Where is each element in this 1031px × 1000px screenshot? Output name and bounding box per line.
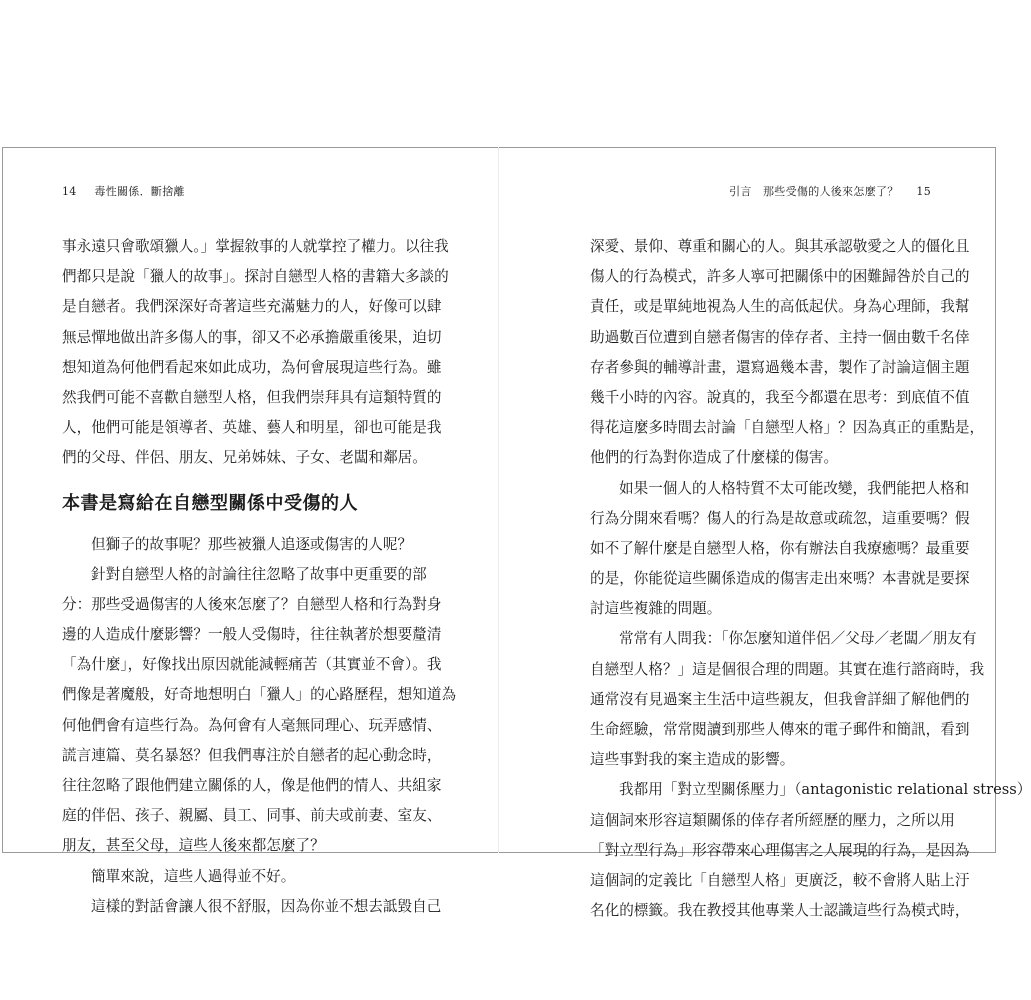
body-line: 謊言連篇、莫名暴怒？但我們專注於自戀者的起心動念時， — [62, 746, 442, 764]
body-line: 針對自戀型人格的討論往往忽略了故事中更重要的部 — [91, 565, 427, 583]
body-line: 幾千小時的內容。說真的，我至今都還在思考：到底值不值 — [590, 388, 970, 406]
body-line: 行為分開來看嗎？傷人的行為是故意或疏忽，這重要嗎？假 — [590, 509, 970, 527]
left-running-title: 毒性關係．斷捨離 — [94, 185, 185, 198]
body-line: 這個詞的定義比「自戀型人格」更廣泛，較不會將人貼上汙 — [590, 871, 970, 889]
body-line: 庭的伴侶、孩子、親屬、員工、同事、前夫或前妻、室友、 — [62, 807, 442, 825]
body-line: 通常沒有見過案主生活中這些親友，但我會詳細了解他們的 — [590, 690, 970, 708]
body-line: 的是，你能從這些關係造成的傷害走出來嗎？本書就是要探 — [590, 570, 970, 588]
body-line: 分：那些受過傷害的人後來怎麼了？自戀型人格和行為對身 — [62, 595, 442, 613]
body-line: 這個詞來形容這類關係的倖存者所經歷的壓力，之所以用 — [590, 811, 955, 829]
body-line: 無忌憚地做出許多傷人的事，卻又不必承擔嚴重後果，迫切 — [62, 328, 442, 346]
body-line: 這樣的對話會讓人很不舒服，因為你並不想去詆毀自己 — [91, 897, 442, 915]
body-line: 如果一個人的人格特質不太可能改變，我們能把人格和 — [619, 479, 970, 497]
body-line: 但獅子的故事呢？那些被獵人追逐或傷害的人呢？ — [91, 535, 413, 553]
body-line: 深愛、景仰、尊重和關心的人。與其承認敬愛之人的僵化且 — [590, 238, 970, 255]
body-line: 事永遠只會歌頌獵人。」掌握敘事的人就掌控了權力。以往我 — [62, 238, 449, 255]
body-line: 傷人的行為模式，許多人寧可把關係中的困難歸咎於自己的 — [590, 268, 970, 286]
right-running-title: 引言 那些受傷的人後來怎麼了？ — [729, 185, 899, 198]
body-line: 們像是著魔般，好奇地想明白「獵人」的心路歷程，想知道為 — [62, 686, 457, 704]
book-gutter — [498, 147, 499, 853]
body-line: 們都只是說「獵人的故事」。探討自戀型人格的書籍大多談的 — [62, 268, 449, 286]
body-line: 存者參與的輔導計畫，還寫過幾本書，製作了討論這個主題 — [590, 358, 970, 376]
left-page-body — [62, 232, 457, 922]
body-line: 簡單來說，這些人過得並不好。 — [91, 867, 296, 885]
body-line: 得花這麼多時間去討論「自戀型人格」？因為真正的重點是， — [590, 419, 985, 437]
body-line: 討這些複雜的問題。 — [590, 600, 722, 618]
body-line: 然我們可能不喜歡自戀型人格，但我們崇拜具有這類特質的 — [62, 388, 442, 406]
right-page-body — [590, 232, 1031, 926]
body-line: 邊的人造成什麼影響？一般人受傷時，往往執著於想要釐清 — [62, 626, 442, 644]
body-line: 們的父母、伴侶、朋友、兄弟姊妹、子女、老闆和鄰居。 — [62, 449, 427, 467]
body-line: 常常有人問我：「你怎麼知道伴侶／父母／老闆／朋友有 — [619, 630, 977, 648]
section-heading: 本書是寫給在自戀型關係中受傷的人 — [62, 492, 358, 514]
left-running-head — [62, 183, 185, 199]
body-line: 人，他們可能是領導者、英雄、藝人和明星，卻也可能是我 — [62, 419, 442, 437]
body-line: 如不了解什麼是自戀型人格，你有辦法自我療癒嗎？最重要 — [590, 539, 970, 557]
right-running-head — [729, 183, 931, 199]
body-line: 他們的行為對你造成了什麼樣的傷害。 — [590, 449, 839, 467]
body-line: 自戀型人格？」這是個很合理的問題。其實在進行諮商時，我 — [590, 660, 985, 678]
body-line: 這些事對我的案主造成的影響。 — [590, 751, 795, 769]
body-line: 何他們會有這些行為。為何會有人毫無同理心、玩弄感情、 — [62, 716, 442, 734]
body-line: 往往忽略了跟他們建立關係的人，像是他們的情人、共組家 — [62, 777, 442, 794]
body-line: 是自戀者。我們深深好奇著這些充滿魅力的人，好像可以肆 — [62, 298, 442, 316]
body-line: 「對立型行為」形容帶來心理傷害之人展現的行為，是因為 — [590, 841, 970, 859]
body-line: 朋友，甚至父母，這些人後來都怎麼了？ — [62, 837, 325, 855]
body-line: 「為什麼」，好像找出原因就能減輕痛苦（其實並不會）。我 — [62, 656, 442, 674]
left-page-number: 14 — [62, 185, 77, 198]
right-page-number: 15 — [916, 185, 931, 198]
body-line: 想知道為何他們看起來如此成功，為何會展現這些行為。雖 — [62, 358, 442, 376]
body-line: 生命經驗，常常閱讀到那些人傳來的電子郵件和簡訊，看到 — [590, 721, 970, 738]
body-line: 名化的標籤。我在教授其他專業人士認識這些行為模式時， — [590, 902, 970, 920]
body-line: 助過數百位遭到自戀者傷害的倖存者、主持一個由數千名倖 — [590, 328, 970, 346]
body-line: 我都用「對立型關係壓力」（antagonistic relational stress） — [619, 781, 1031, 799]
body-line: 責任，或是單純地視為人生的高低起伏。身為心理師，我幫 — [590, 298, 970, 316]
